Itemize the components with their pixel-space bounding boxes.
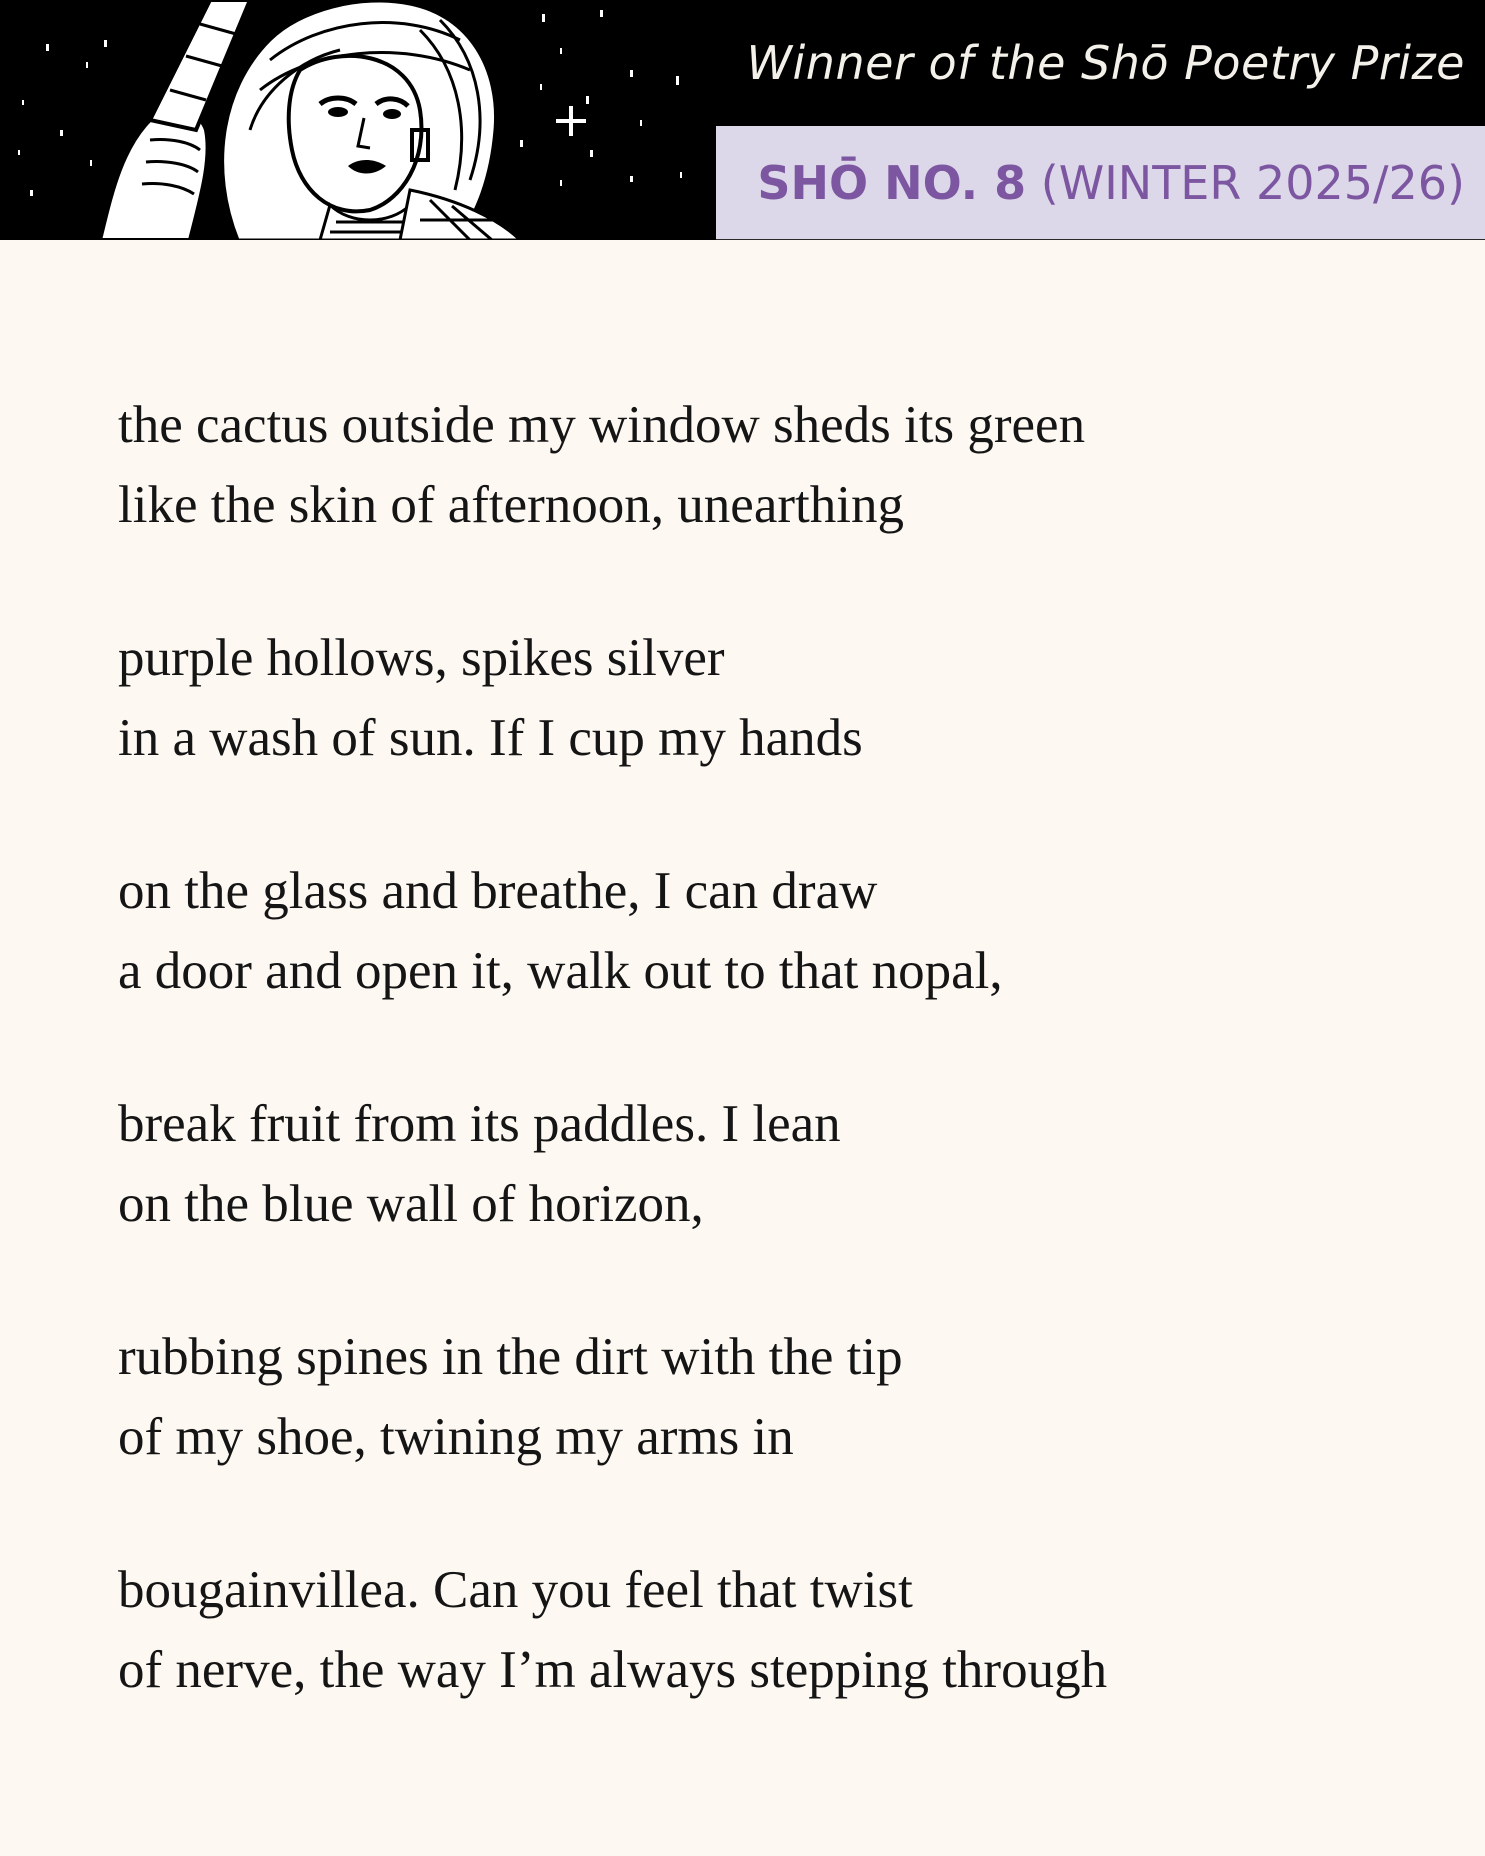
poem-line: purple hollows, spikes silver <box>118 629 725 687</box>
stanza <box>118 1557 1418 1717</box>
poem-line: the cactus outside my window sheds its green <box>118 396 1086 454</box>
stanza <box>118 392 1418 552</box>
woman-with-pistol-illustration <box>0 0 716 240</box>
poem-line: in a wash of sun. If I cup my hands <box>118 709 863 767</box>
poem-line: a door and open it, walk out to that nopal, <box>118 942 1003 1000</box>
stanza <box>118 1091 1418 1251</box>
prize-text: Winner of the Shō Poetry Prize <box>746 36 1465 90</box>
stanza <box>118 858 1418 1018</box>
issue-band <box>716 126 1485 240</box>
poem-line: rubbing spines in the dirt with the tip <box>118 1328 903 1386</box>
stanza <box>118 1324 1418 1484</box>
poem-line: of nerve, the way I’m always stepping through <box>118 1641 1108 1699</box>
poem-line: break fruit from its paddles. I lean <box>118 1095 841 1153</box>
header-banner <box>0 0 1485 240</box>
prize-heading <box>716 0 1485 126</box>
issue-season: (WINTER 2025/26) <box>1040 155 1465 210</box>
poem-line: on the glass and breathe, I can draw <box>118 862 878 920</box>
poem-line: bougainvillea. Can you feel that twist <box>118 1561 913 1619</box>
poem-line: on the blue wall of horizon, <box>118 1175 704 1233</box>
poem-line: like the skin of afternoon, unearthing <box>118 476 904 534</box>
poem-body <box>118 392 1418 1790</box>
stanza <box>118 625 1418 785</box>
issue-number: SHŌ NO. 8 <box>757 155 1027 210</box>
poem-line: of my shoe, twining my arms in <box>118 1408 794 1466</box>
issue-spacer <box>1026 156 1041 210</box>
